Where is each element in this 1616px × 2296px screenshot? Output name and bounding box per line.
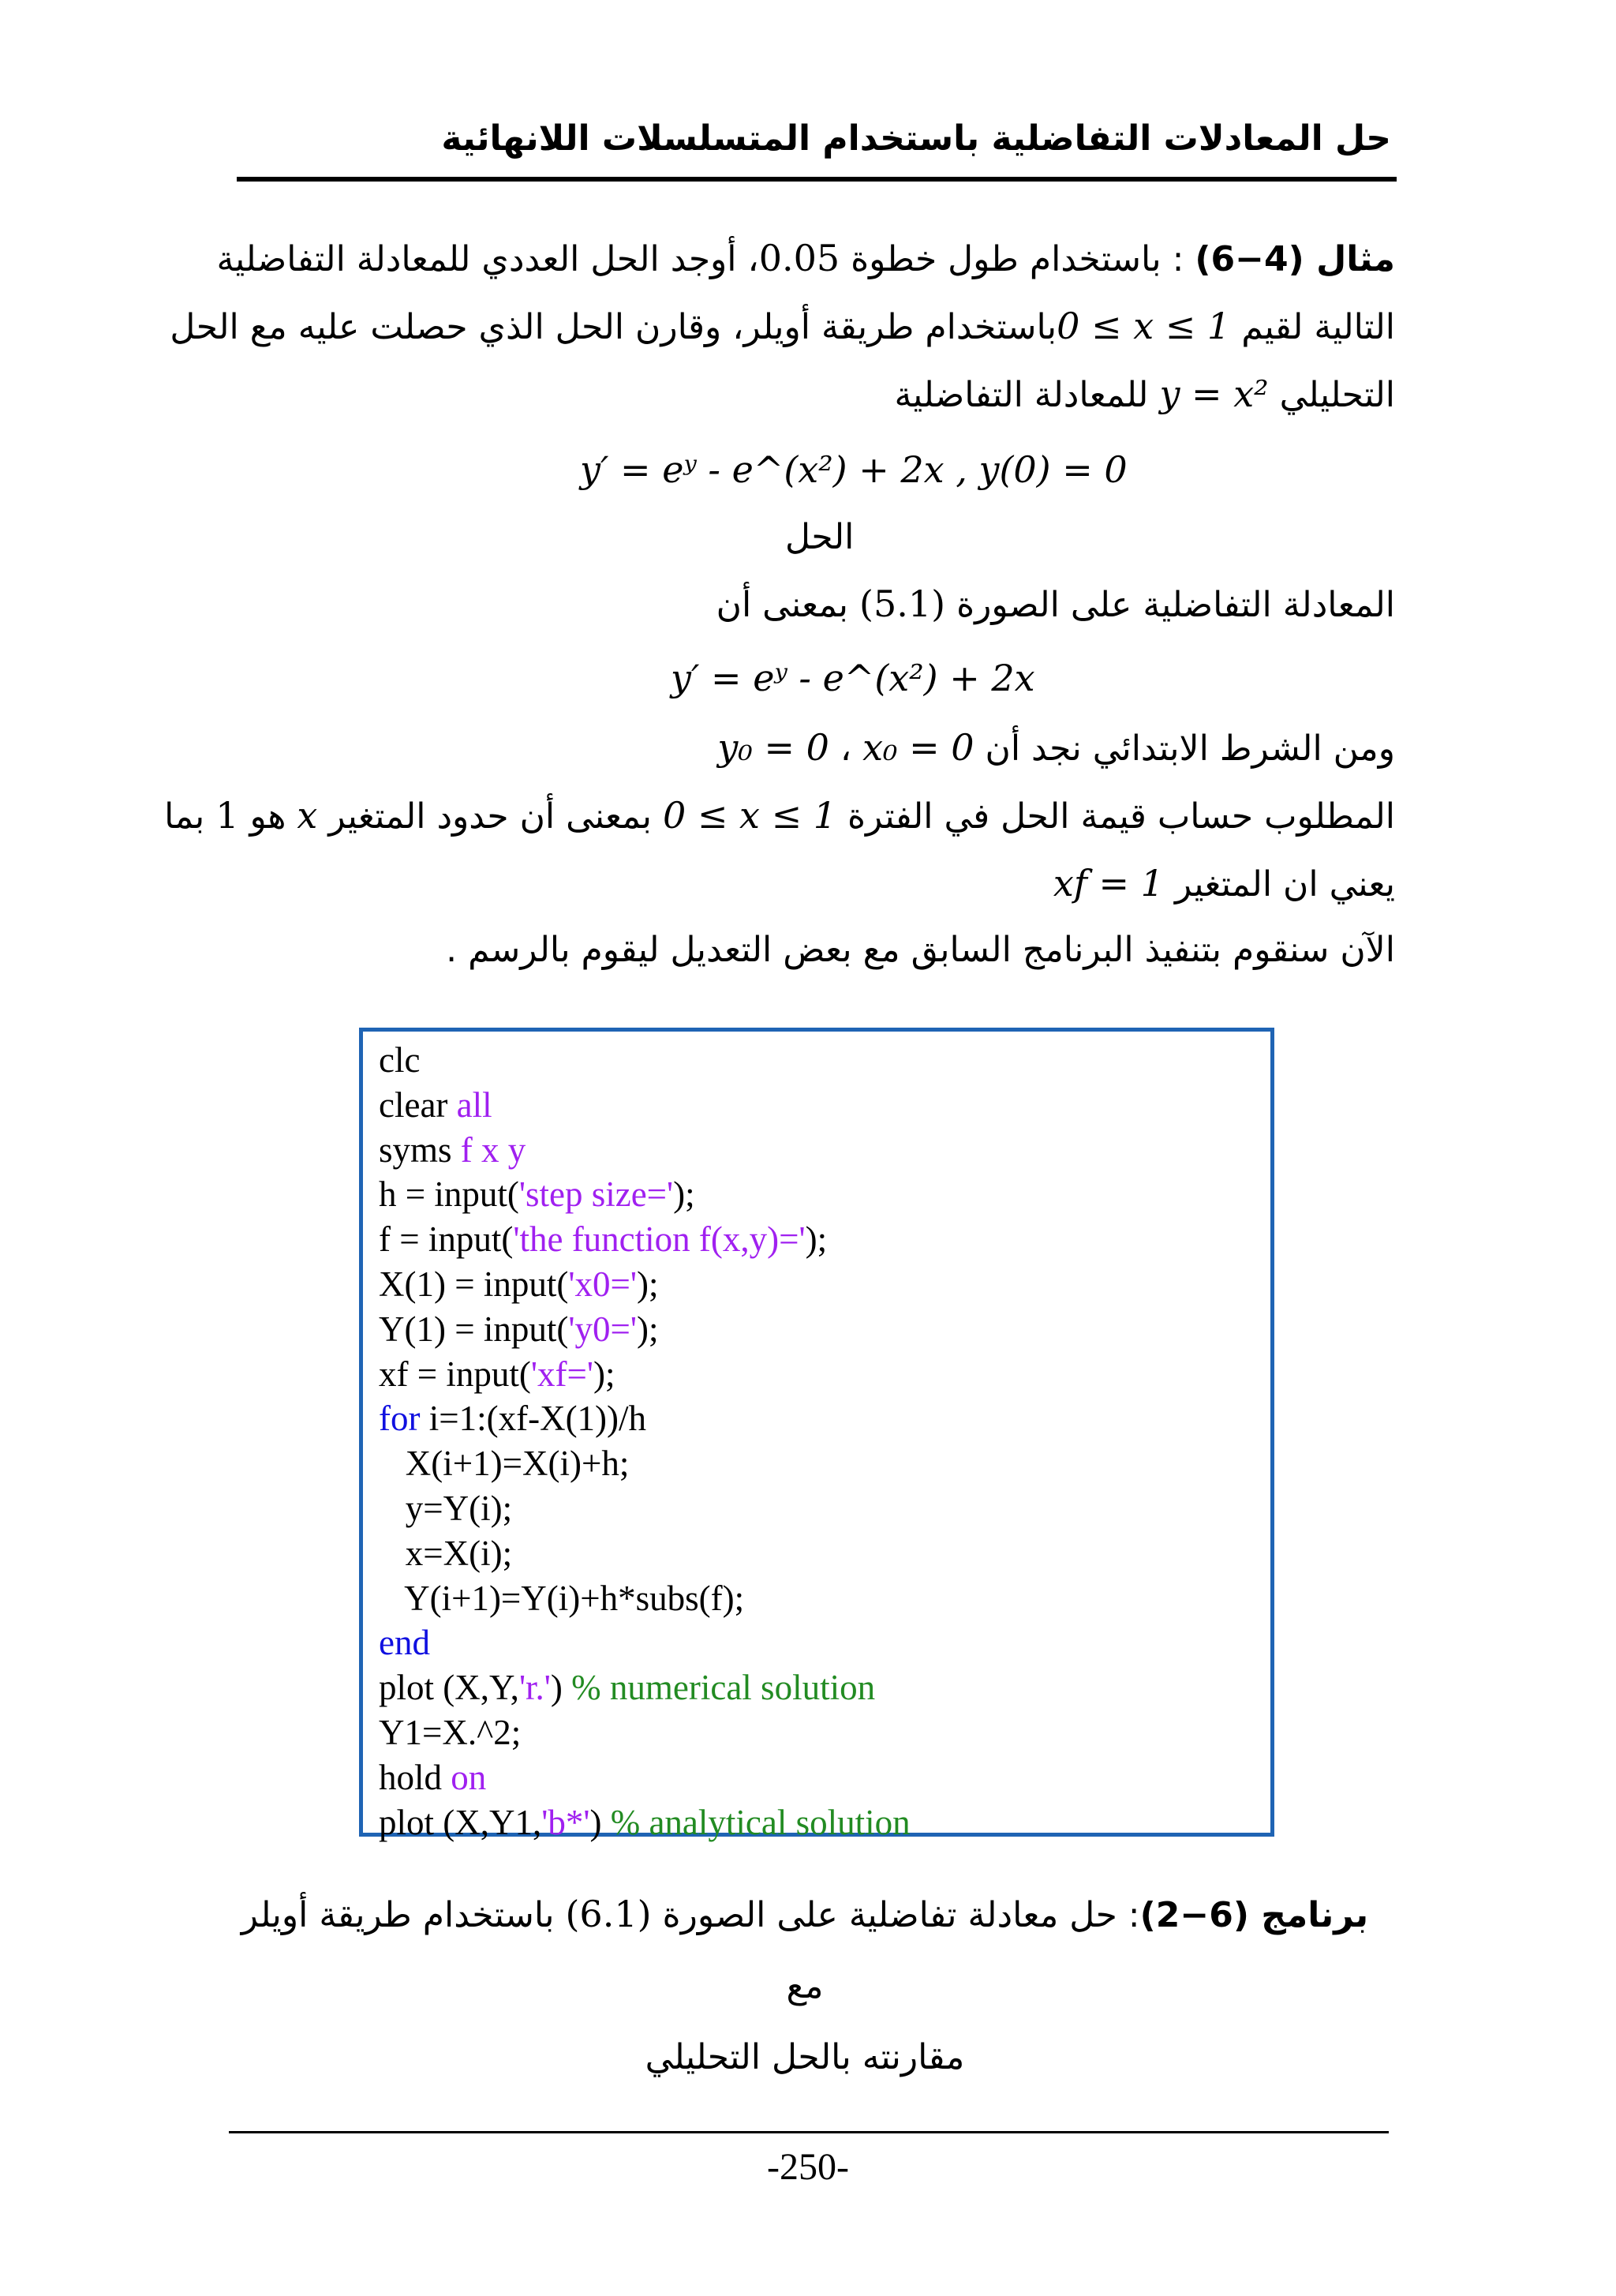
code-line — [379, 1083, 1255, 1128]
code-token: 'the function f(x,y)=' — [513, 1219, 806, 1260]
req-text-a: المطلوب حساب قيمة الحل في الفترة — [836, 796, 1395, 837]
equation-2: y′ = eʸ - e^(x²) + 2x — [671, 657, 1035, 699]
form-ref: (5.1) — [859, 582, 946, 625]
code-token: end — [379, 1623, 430, 1663]
req-text-c: هو — [238, 796, 297, 837]
code-line — [379, 1576, 1255, 1621]
form-text-b: بمعنى أن — [716, 585, 860, 625]
code-token: on — [451, 1757, 487, 1797]
code-token: ); — [593, 1354, 615, 1394]
code-token: 'b*' — [541, 1802, 590, 1842]
equation-ode-with-ic — [580, 448, 1128, 491]
example-line-2 — [170, 305, 1395, 347]
code-token: 'xf=' — [530, 1354, 593, 1394]
ic-sep: ، — [829, 729, 863, 769]
caption-line-2: مقارنته بالحل التحليلي — [645, 2037, 965, 2077]
solution-label: الحل — [785, 517, 855, 557]
code-line — [379, 1352, 1255, 1397]
example-text-b: ، أوجد الحل العددي للمعادلة التفاضلية — [216, 239, 759, 279]
code-line — [379, 1396, 1255, 1441]
req-var: x — [297, 794, 318, 837]
code-token: y=Y(i); — [379, 1488, 513, 1528]
code-token: X(i+1)=X(i)+h; — [379, 1444, 630, 1484]
example-line-1 — [216, 237, 1395, 279]
code-token: ) — [550, 1668, 572, 1708]
code-token: ); — [636, 1309, 659, 1349]
ic-text: ومن الشرط الابتدائي نجد أن — [974, 729, 1395, 769]
code-listing — [359, 1028, 1274, 1842]
range-math: 0 ≤ x ≤ 1 — [1057, 305, 1231, 347]
code-lines — [379, 1038, 1255, 1845]
code-token: X(1) = input( — [379, 1264, 569, 1304]
code-line — [379, 1710, 1255, 1755]
code-token: ); — [673, 1174, 695, 1215]
code-line — [379, 1800, 1255, 1845]
analytic-solution-math: y = x² — [1159, 373, 1269, 415]
code-token: syms — [379, 1129, 461, 1170]
caption-text-b: باستخدام طريقة أويلر مع — [241, 1895, 824, 2006]
code-token: plot (X,Y, — [379, 1668, 519, 1708]
code-line — [379, 1217, 1255, 1262]
code-line — [379, 1755, 1255, 1800]
code-token: h = input( — [379, 1174, 519, 1215]
code-line — [379, 1038, 1255, 1083]
form-sentence — [716, 582, 1395, 625]
code-line — [379, 1665, 1255, 1710]
req-one: 1 — [215, 794, 239, 837]
example-line3-b: للمعادلة التفاضلية — [894, 375, 1160, 415]
code-token: Y(1) = input( — [379, 1309, 569, 1349]
code-token: ) — [589, 1802, 611, 1842]
code-token: all — [456, 1084, 492, 1125]
now-line: الآن سنقوم بتنفيذ البرنامج السابق مع بعض التعديل ليقوم بالرسم . — [446, 930, 1395, 970]
code-line — [379, 1172, 1255, 1217]
code-token: 'x0=' — [568, 1264, 637, 1304]
code-token: ); — [805, 1219, 828, 1260]
code-line — [379, 1486, 1255, 1531]
code-token: f x y — [460, 1129, 526, 1170]
code-token: Y1=X.^2; — [379, 1712, 522, 1752]
example-line2-b: باستخدام طريقة أويلر، وقارن الحل الذي حصلت عليه مع الحل — [170, 307, 1057, 347]
example-line-3 — [894, 373, 1395, 415]
code-token: % analytical solution — [610, 1802, 911, 1842]
req-range: 0 ≤ x ≤ 1 — [662, 794, 837, 837]
code-line — [379, 1307, 1255, 1352]
code-token: clc — [379, 1040, 421, 1080]
code-token: Y(i+1)=Y(i)+h*subs(f); — [379, 1578, 745, 1618]
code-line — [379, 1262, 1255, 1307]
code-token: x=X(i); — [379, 1533, 513, 1573]
example-line2-a: التالية لقيم — [1230, 307, 1395, 347]
req-text-d: بما — [164, 796, 216, 837]
code-token: f = input( — [379, 1219, 514, 1260]
caption-label: برنامج (6−2) — [1139, 1895, 1369, 1935]
means-text: يعني ان المتغير — [1163, 864, 1395, 905]
code-token: % numerical solution — [571, 1668, 876, 1708]
example-text-a: : باستخدام طول خطوة — [840, 239, 1195, 279]
means-line — [1053, 862, 1395, 905]
program-caption — [237, 1878, 1373, 2093]
code-token: 'r.' — [518, 1668, 551, 1708]
code-token: i=1:(xf-X(1))/h — [420, 1399, 647, 1439]
code-line — [379, 1441, 1255, 1486]
xf-math: xf = 1 — [1053, 862, 1164, 905]
code-token: 'y0=' — [568, 1309, 637, 1349]
form-text-a: المعادلة التفاضلية على الصورة — [945, 585, 1395, 625]
example-line3-a: التحليلي — [1268, 375, 1395, 415]
header-divider — [237, 177, 1397, 182]
code-token: plot (X,Y1, — [379, 1802, 542, 1842]
caption-ref: (6.1) — [565, 1893, 652, 1935]
step-size: 0.05 — [758, 237, 840, 279]
page-number: -250- — [767, 2146, 849, 2188]
caption-text-a: : حل معادلة تفاضلية على الصورة — [651, 1895, 1140, 1935]
req-text-b: بمعنى أن حدود المتغير — [317, 796, 663, 837]
code-token: 'step size=' — [518, 1174, 674, 1215]
example-label: مثال (4−6) — [1195, 239, 1395, 279]
equation-ode — [671, 657, 1035, 699]
caption-line-1 — [237, 1878, 1373, 2022]
code-line — [379, 1531, 1255, 1576]
initial-condition-line — [717, 726, 1395, 769]
code-token: xf = input( — [379, 1354, 531, 1394]
code-line — [379, 1620, 1255, 1665]
code-token: clear — [379, 1084, 457, 1125]
code-line — [379, 1128, 1255, 1173]
running-header: حل المعادلات التفاضلية باستخدام المتسلسلات اللانهائية — [441, 118, 1391, 159]
footer-divider — [229, 2131, 1389, 2133]
y0-math: y₀ = 0 — [717, 726, 829, 769]
required-line — [164, 794, 1395, 837]
code-token: hold — [379, 1757, 451, 1797]
code-token: for — [379, 1399, 421, 1439]
x0-math: x₀ = 0 — [862, 726, 974, 769]
code-token: ); — [636, 1264, 659, 1304]
equation-1: y′ = eʸ - e^(x²) + 2x , y(0) = 0 — [580, 448, 1128, 491]
